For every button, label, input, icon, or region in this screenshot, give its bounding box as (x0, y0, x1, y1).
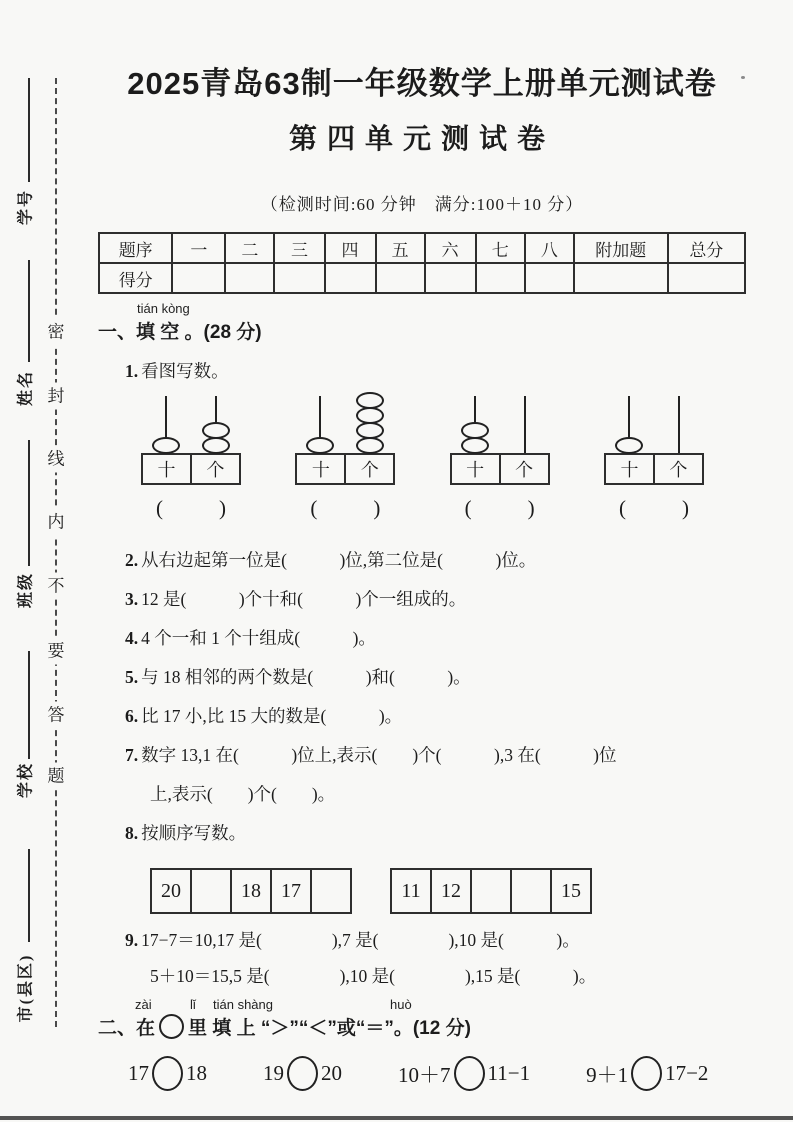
score-table-header-cell: 三 (274, 233, 324, 263)
section1-pinyin-row (98, 301, 746, 316)
ones-label: 个 (360, 460, 379, 480)
paren-close: ) (219, 496, 226, 520)
abacus-beads (461, 424, 489, 454)
ones-label: 个 (669, 460, 688, 480)
heading-text-pre: 二、在 (98, 1018, 156, 1039)
paren-close: ) (373, 496, 381, 520)
pinyin-annotation: tián kòng (137, 301, 190, 316)
score-table (98, 232, 746, 294)
sidebar-field-school: 学校 (17, 761, 35, 799)
place-value-box (295, 453, 395, 485)
tens-label: 十 (143, 455, 192, 483)
abacus-bead (356, 437, 384, 454)
abacus-rod-group-ones (191, 396, 241, 453)
paren-open: ( (156, 496, 163, 520)
seal-dashed-line (55, 78, 57, 1027)
score-table-header-cell: 一 (172, 233, 225, 263)
pinyin-annotation: tián shàng (213, 997, 273, 1012)
scan-edge-line (0, 1116, 793, 1120)
tens-label: 十 (606, 455, 655, 483)
sequence-cell: 11 (392, 870, 432, 912)
abacus-bead (615, 437, 643, 454)
field-blank-line (28, 440, 30, 566)
question-number: 9. (125, 930, 139, 950)
comparison-circle (454, 1056, 485, 1091)
comparison-circle (152, 1056, 183, 1091)
question-number: 8. (125, 823, 139, 843)
abacus-rods (141, 396, 241, 453)
pinyin-annotation: zài (135, 997, 152, 1012)
question-line (125, 922, 746, 958)
paren-open: ( (618, 496, 626, 520)
blank-circle-icon (159, 1014, 184, 1039)
section1-heading: 一、填 空 。(28 分) (98, 322, 262, 343)
score-cell (525, 263, 574, 293)
ink-speck (741, 76, 745, 79)
tens-label: 十 (452, 455, 501, 483)
question-text: 数字 13,1 在( )位上,表示( )个( ),3 在( )位 (141, 745, 617, 765)
question-9 (98, 922, 746, 994)
exam-content (98, 50, 746, 1091)
sequence-cell: 12 (432, 870, 472, 912)
question-number: 7. (125, 745, 139, 765)
comparison-circle (631, 1056, 662, 1091)
question-line (125, 736, 746, 775)
question-text: 比 17 小,比 15 大的数是( )。 (141, 706, 403, 726)
seal-char: 要 (47, 638, 66, 665)
abacus-beads (356, 394, 384, 454)
ones-label: 个 (515, 460, 534, 480)
sequence-cell: 18 (232, 870, 272, 912)
exam-title: 2025青岛63制一年级数学上册单元测试卷 (127, 66, 717, 101)
abacus-bead (461, 437, 489, 454)
score-table-header-cell: 二 (225, 233, 274, 263)
question-text: 与 18 相邻的两个数是( )和( )。 (141, 667, 471, 687)
comparison-right: 11−1 (487, 1061, 531, 1085)
score-table-score-row (99, 263, 745, 293)
score-table-header-cell: 八 (525, 233, 574, 263)
sequence-cell: 15 (561, 879, 581, 902)
question-text: 上,表示( )个( )。 (150, 784, 336, 804)
comparison-item (586, 1056, 708, 1091)
abacus-rod (678, 396, 680, 453)
sequence-cell (512, 870, 552, 912)
comparison-circle (287, 1056, 318, 1091)
score-cell (668, 263, 745, 293)
abacus-rods (604, 396, 704, 453)
question-line (125, 619, 746, 658)
abacus-rod-group-tens (604, 396, 654, 453)
sequence-cell (472, 870, 512, 912)
paren-open: ( (464, 496, 472, 520)
score-table-header-cell: 总分 (668, 233, 745, 263)
answer-blank-parens (295, 496, 395, 521)
score-cell (325, 263, 376, 293)
seal-char: 不 (47, 573, 66, 600)
question-line (125, 814, 746, 853)
abacus-unit (295, 396, 395, 521)
pinyin-annotation: huò (390, 997, 412, 1012)
place-value-box (141, 453, 241, 485)
question-text: 按顺序写数。 (141, 823, 247, 843)
abacus-row (141, 396, 704, 521)
question-line (150, 775, 746, 814)
abacus-rod-group-tens (450, 396, 500, 453)
question-line (125, 541, 746, 580)
sequence-tables (150, 868, 746, 914)
abacus-rods (295, 396, 395, 453)
score-cell (172, 263, 225, 293)
sequence-cell: 17 (272, 870, 312, 912)
abacus-unit (141, 396, 241, 521)
field-blank-line (28, 78, 30, 182)
abacus-beads (615, 439, 643, 454)
sequence-table (390, 868, 592, 914)
abacus-unit (604, 396, 704, 521)
abacus-rod (524, 396, 526, 453)
abacus-rod-group-ones (345, 396, 395, 453)
sidebar-field-student-id: 学号 (17, 188, 35, 226)
seal-char: 内 (47, 509, 66, 536)
comparison-left: 17 (128, 1061, 149, 1085)
score-cell (225, 263, 274, 293)
score-table-header-cell: 题序 (99, 233, 172, 263)
abacus-bead (152, 437, 180, 454)
place-value-box (450, 453, 550, 485)
score-table-header-cell: 附加题 (574, 233, 668, 263)
paren-close: ) (681, 496, 689, 520)
score-row-label: 得分 (99, 263, 172, 293)
question-number: 4. (125, 628, 139, 648)
seal-char: 封 (47, 383, 66, 410)
score-table-header-cell: 七 (476, 233, 525, 263)
tens-label: 十 (297, 455, 346, 483)
sidebar-field-class: 班级 (17, 571, 35, 609)
score-cell (376, 263, 425, 293)
questions-2-8 (98, 541, 746, 853)
question-1 (125, 358, 746, 383)
sidebar-field-district: 市(县区) (17, 953, 35, 1023)
comparison-left: 19 (263, 1061, 284, 1085)
abacus-bead (202, 437, 230, 454)
abacus-rod-group-tens (295, 396, 345, 453)
score-table-header-cell: 五 (376, 233, 425, 263)
comparison-item (128, 1056, 207, 1091)
comparison-row (128, 1056, 746, 1091)
score-cell (274, 263, 324, 293)
abacus-rod-group-tens (141, 396, 191, 453)
ones-label: 个 (206, 460, 225, 480)
pinyin-annotation: lǐ (190, 997, 196, 1012)
sequence-cell: 20 (152, 870, 192, 912)
score-table-header-row (99, 233, 745, 263)
answer-blank-parens (141, 496, 241, 521)
abacus-beads (202, 424, 230, 454)
paren-open: ( (310, 496, 318, 520)
question-text: 看图写数。 (141, 361, 229, 381)
field-blank-line (28, 260, 30, 362)
abacus-rod-group-ones (500, 396, 550, 453)
answer-blank-parens (604, 496, 704, 521)
score-cell (574, 263, 668, 293)
comparison-right: 17−2 (665, 1061, 709, 1085)
place-value-box (604, 453, 704, 485)
exam-subtitle: 第四单元测试卷 (288, 123, 555, 154)
seal-char: 答 (47, 702, 66, 729)
question-line (125, 697, 746, 736)
comparison-right: 18 (186, 1061, 207, 1085)
abacus-rod-group-ones (654, 396, 704, 453)
question-line (125, 580, 746, 619)
question-text: 5＋10＝15,5 是( ),10 是( ),15 是( )。 (150, 966, 597, 986)
comparison-item (263, 1056, 342, 1091)
score-table-header-cell: 四 (325, 233, 376, 263)
sequence-cell (192, 870, 232, 912)
answer-blank-parens (450, 496, 550, 521)
exam-info: （检测时间:60 分钟 满分:100＋10 分） (260, 195, 584, 214)
sequence-table (150, 868, 352, 914)
field-blank-line (28, 651, 30, 759)
question-text: 4 个一和 1 个十组成( )。 (141, 628, 376, 648)
abacus-beads (306, 439, 334, 454)
section2-pinyin-row (98, 997, 746, 1012)
paren-close: ) (527, 496, 535, 520)
question-number: 1. (125, 361, 139, 381)
question-number: 2. (125, 550, 139, 570)
question-line (125, 658, 746, 697)
score-cell (425, 263, 476, 293)
score-table-header-cell: 六 (425, 233, 476, 263)
question-number: 3. (125, 589, 139, 609)
question-number: 6. (125, 706, 139, 726)
abacus-rods (450, 396, 550, 453)
score-cell (476, 263, 525, 293)
heading-text-post: 里 填 上 “＞”“＜”或“＝”。(12 分) (188, 1018, 471, 1039)
comparison-item (398, 1056, 530, 1091)
abacus-beads (152, 439, 180, 454)
comparison-right: 20 (321, 1061, 342, 1085)
abacus-unit (450, 396, 550, 521)
question-text: 从右边起第一位是( )位,第二位是( )位。 (141, 550, 537, 570)
question-text: 17−7＝10,17 是( ),7 是( ),10 是( )。 (141, 930, 580, 950)
field-blank-line (28, 849, 30, 942)
seal-char: 密 (47, 319, 66, 346)
seal-char: 题 (47, 763, 66, 790)
question-number: 5. (125, 667, 139, 687)
question-text: 12 是( )个十和( )个一组成的。 (141, 589, 467, 609)
section2-heading (98, 1013, 746, 1040)
seal-char: 线 (47, 446, 66, 473)
sequence-cell (312, 870, 350, 912)
comparison-left: 9＋1 (586, 1062, 629, 1087)
abacus-bead (306, 437, 334, 454)
question-line (150, 958, 746, 994)
sidebar-field-name: 姓名 (17, 369, 35, 407)
comparison-left: 10＋7 (398, 1062, 451, 1087)
